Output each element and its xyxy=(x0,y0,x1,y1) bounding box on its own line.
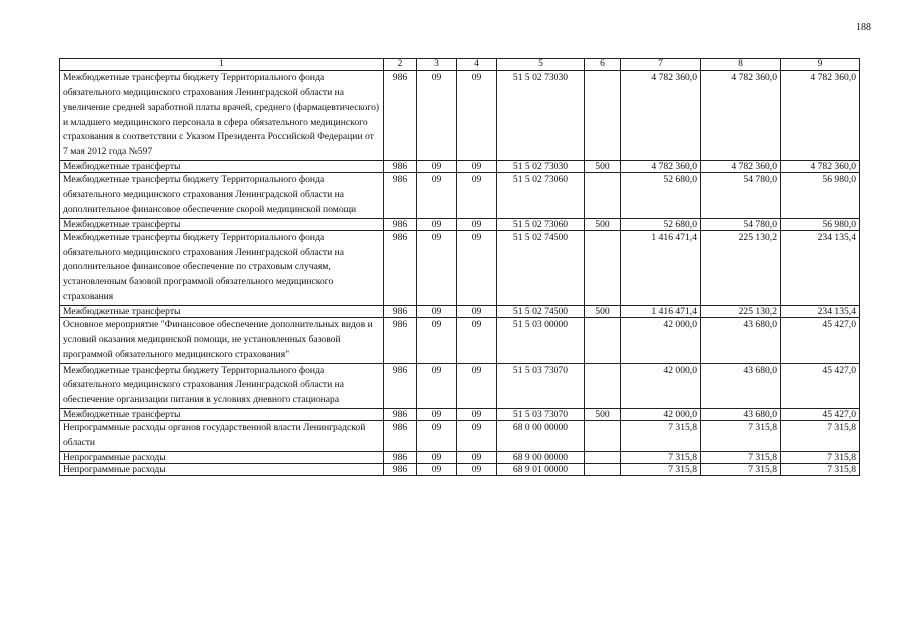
header-col-3: 3 xyxy=(417,59,457,71)
target-article-cell: 51 5 02 73060 xyxy=(497,218,585,230)
subsection-code-cell: 09 xyxy=(457,318,497,364)
amount-year-1-cell: 42 000,0 xyxy=(621,409,701,421)
amount-year-3-cell: 56 980,0 xyxy=(781,173,860,219)
target-article-cell: 51 5 03 73070 xyxy=(497,363,585,409)
target-article-cell: 51 5 02 73060 xyxy=(497,173,585,219)
ministry-code-cell: 986 xyxy=(384,451,417,463)
row-name-cell: Межбюджетные трансферты xyxy=(60,409,384,421)
expense-type-cell xyxy=(585,421,621,452)
header-col-8: 8 xyxy=(701,59,781,71)
subsection-code-cell: 09 xyxy=(457,421,497,452)
amount-year-2-cell: 43 680,0 xyxy=(701,409,781,421)
ministry-code-cell: 986 xyxy=(384,173,417,219)
amount-year-3-cell: 7 315,8 xyxy=(781,463,860,475)
table-row xyxy=(60,318,860,364)
amount-year-3-cell: 4 782 360,0 xyxy=(781,71,860,161)
amount-year-3-cell: 45 427,0 xyxy=(781,409,860,421)
amount-year-3-cell: 234 135,4 xyxy=(781,306,860,318)
ministry-code-cell: 986 xyxy=(384,161,417,173)
table-row xyxy=(60,451,860,463)
amount-year-3-cell: 56 980,0 xyxy=(781,218,860,230)
amount-year-2-cell: 225 130,2 xyxy=(701,306,781,318)
amount-year-3-cell: 45 427,0 xyxy=(781,318,860,364)
amount-year-1-cell: 42 000,0 xyxy=(621,363,701,409)
amount-year-2-cell: 43 680,0 xyxy=(701,363,781,409)
expense-type-cell: 500 xyxy=(585,161,621,173)
header-row xyxy=(60,59,860,71)
section-code-cell: 09 xyxy=(417,173,457,219)
table-row xyxy=(60,230,860,305)
ministry-code-cell: 986 xyxy=(384,463,417,475)
header-col-2: 2 xyxy=(384,59,417,71)
row-name-cell: Межбюджетные трансферты бюджету Территориального фонда обязательного медицинского страхования Ленинградской области на дополнительное финансовое обеспечение скорой медицинской помощи xyxy=(60,173,384,219)
ministry-code-cell: 986 xyxy=(384,230,417,305)
table-row xyxy=(60,173,860,219)
amount-year-1-cell: 7 315,8 xyxy=(621,421,701,452)
row-name-cell: Межбюджетные трансферты xyxy=(60,161,384,173)
target-article-cell: 51 5 03 73070 xyxy=(497,409,585,421)
amount-year-2-cell: 4 782 360,0 xyxy=(701,71,781,161)
subsection-code-cell: 09 xyxy=(457,463,497,475)
section-code-cell: 09 xyxy=(417,451,457,463)
row-name-cell: Межбюджетные трансферты бюджету Территориального фонда обязательного медицинского страхования Ленинградской области на обеспечение организации питания в условиях дневного стационара xyxy=(60,363,384,409)
target-article-cell: 68 9 00 00000 xyxy=(497,451,585,463)
expense-type-cell: 500 xyxy=(585,409,621,421)
expense-type-cell xyxy=(585,71,621,161)
table-row xyxy=(60,71,860,161)
row-name-cell: Непрограммные расходы xyxy=(60,451,384,463)
amount-year-1-cell: 1 416 471,4 xyxy=(621,306,701,318)
row-name-cell: Межбюджетные трансферты xyxy=(60,218,384,230)
amount-year-1-cell: 1 416 471,4 xyxy=(621,230,701,305)
row-name-cell: Основное мероприятие "Финансовое обеспечение дополнительных видов и условий оказания медицинской помощи, не установленных базовой программой обязательного медицинского страхования" xyxy=(60,318,384,364)
amount-year-2-cell: 43 680,0 xyxy=(701,318,781,364)
table-row xyxy=(60,463,860,475)
amount-year-1-cell: 4 782 360,0 xyxy=(621,161,701,173)
subsection-code-cell: 09 xyxy=(457,173,497,219)
target-article-cell: 51 5 02 73030 xyxy=(497,71,585,161)
amount-year-1-cell: 4 782 360,0 xyxy=(621,71,701,161)
amount-year-1-cell: 42 000,0 xyxy=(621,318,701,364)
ministry-code-cell: 986 xyxy=(384,318,417,364)
table-row xyxy=(60,306,860,318)
amount-year-2-cell: 4 782 360,0 xyxy=(701,161,781,173)
subsection-code-cell: 09 xyxy=(457,409,497,421)
target-article-cell: 68 0 00 00000 xyxy=(497,421,585,452)
expense-type-cell xyxy=(585,451,621,463)
section-code-cell: 09 xyxy=(417,409,457,421)
amount-year-2-cell: 7 315,8 xyxy=(701,463,781,475)
page-number: 188 xyxy=(856,22,871,33)
section-code-cell: 09 xyxy=(417,363,457,409)
amount-year-1-cell: 52 680,0 xyxy=(621,173,701,219)
target-article-cell: 51 5 02 74500 xyxy=(497,306,585,318)
expense-type-cell xyxy=(585,318,621,364)
table-row xyxy=(60,363,860,409)
section-code-cell: 09 xyxy=(417,218,457,230)
expense-type-cell xyxy=(585,173,621,219)
amount-year-2-cell: 225 130,2 xyxy=(701,230,781,305)
row-name-cell: Непрограммные расходы органов государственной власти Ленинградской области xyxy=(60,421,384,452)
section-code-cell: 09 xyxy=(417,306,457,318)
amount-year-1-cell: 52 680,0 xyxy=(621,218,701,230)
section-code-cell: 09 xyxy=(417,71,457,161)
section-code-cell: 09 xyxy=(417,463,457,475)
table-row xyxy=(60,161,860,173)
subsection-code-cell: 09 xyxy=(457,451,497,463)
subsection-code-cell: 09 xyxy=(457,230,497,305)
table-row xyxy=(60,218,860,230)
table-row xyxy=(60,421,860,452)
subsection-code-cell: 09 xyxy=(457,363,497,409)
ministry-code-cell: 986 xyxy=(384,71,417,161)
ministry-code-cell: 986 xyxy=(384,218,417,230)
header-col-4: 4 xyxy=(457,59,497,71)
amount-year-2-cell: 7 315,8 xyxy=(701,451,781,463)
budget-table xyxy=(59,58,860,476)
header-col-9: 9 xyxy=(781,59,860,71)
subsection-code-cell: 09 xyxy=(457,161,497,173)
amount-year-2-cell: 7 315,8 xyxy=(701,421,781,452)
target-article-cell: 51 5 02 74500 xyxy=(497,230,585,305)
expense-type-cell xyxy=(585,230,621,305)
target-article-cell: 51 5 03 00000 xyxy=(497,318,585,364)
amount-year-2-cell: 54 780,0 xyxy=(701,218,781,230)
section-code-cell: 09 xyxy=(417,318,457,364)
ministry-code-cell: 986 xyxy=(384,409,417,421)
amount-year-3-cell: 7 315,8 xyxy=(781,451,860,463)
expense-type-cell xyxy=(585,363,621,409)
subsection-code-cell: 09 xyxy=(457,71,497,161)
section-code-cell: 09 xyxy=(417,230,457,305)
header-col-7: 7 xyxy=(621,59,701,71)
amount-year-3-cell: 4 782 360,0 xyxy=(781,161,860,173)
section-code-cell: 09 xyxy=(417,161,457,173)
ministry-code-cell: 986 xyxy=(384,306,417,318)
amount-year-1-cell: 7 315,8 xyxy=(621,463,701,475)
row-name-cell: Межбюджетные трансферты бюджету Территориального фонда обязательного медицинского страхования Ленинградской области на дополнительное финансовое обеспечение по страховым случаям, установленным базовой программой обязательного медицинского страхования xyxy=(60,230,384,305)
expense-type-cell xyxy=(585,463,621,475)
expense-type-cell: 500 xyxy=(585,218,621,230)
header-col-1: 1 xyxy=(60,59,384,71)
subsection-code-cell: 09 xyxy=(457,306,497,318)
table-row xyxy=(60,409,860,421)
subsection-code-cell: 09 xyxy=(457,218,497,230)
amount-year-3-cell: 45 427,0 xyxy=(781,363,860,409)
ministry-code-cell: 986 xyxy=(384,421,417,452)
amount-year-2-cell: 54 780,0 xyxy=(701,173,781,219)
header-col-6: 6 xyxy=(585,59,621,71)
amount-year-1-cell: 7 315,8 xyxy=(621,451,701,463)
ministry-code-cell: 986 xyxy=(384,363,417,409)
row-name-cell: Непрограммные расходы xyxy=(60,463,384,475)
section-code-cell: 09 xyxy=(417,421,457,452)
target-article-cell: 68 9 01 00000 xyxy=(497,463,585,475)
amount-year-3-cell: 234 135,4 xyxy=(781,230,860,305)
amount-year-3-cell: 7 315,8 xyxy=(781,421,860,452)
row-name-cell: Межбюджетные трансферты бюджету Территориального фонда обязательного медицинского страхования Ленинградской области на увеличение средней заработной платы врачей, среднего (фармацевтического) и младшего медицинского персонала в сфера обязательного медицинского страхования в соответствии с Указом Президента Российской Федерации от 7 мая 2012 года №597 xyxy=(60,71,384,161)
header-col-5: 5 xyxy=(497,59,585,71)
target-article-cell: 51 5 02 73030 xyxy=(497,161,585,173)
expense-type-cell: 500 xyxy=(585,306,621,318)
row-name-cell: Межбюджетные трансферты xyxy=(60,306,384,318)
